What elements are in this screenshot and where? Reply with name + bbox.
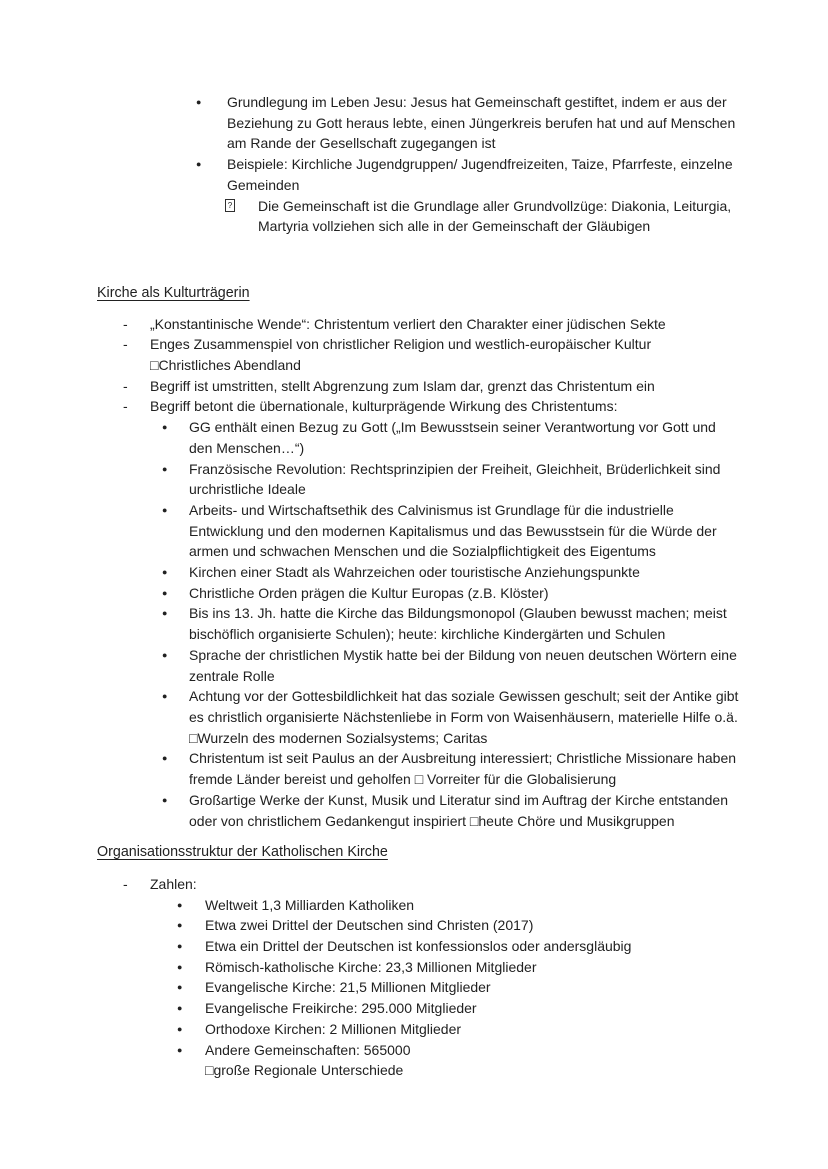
bullet-icon: ● (177, 1003, 183, 1014)
section-heading-organisation: Organisationsstruktur der Katholischen Kirche (97, 844, 388, 861)
list-item (0, 603, 828, 644)
dash-icon: - (123, 315, 128, 332)
list-item (0, 874, 828, 895)
list-item (0, 977, 828, 998)
section-heading-culture: Kirche als Kulturträgerin (97, 284, 250, 301)
list-item-text: Sprache der christlichen Mystik hatte bei der Bildung von neuen deutschen Wörtern eine zentrale Rolle (189, 646, 737, 684)
dash-icon: - (123, 377, 128, 394)
list-item (0, 196, 828, 237)
list-item (0, 334, 828, 375)
list-item-text: Französische Revolution: Rechtsprinzipien der Freiheit, Gleichheit, Brüderlichkeit sind urchristliche Ideale (189, 460, 721, 498)
bullet-icon: ● (162, 691, 168, 702)
bullet-icon: ● (177, 961, 183, 972)
bullet-icon: ● (177, 1044, 183, 1055)
list-item (0, 748, 828, 789)
list-item (0, 92, 828, 154)
list-item-text: Begriff ist umstritten, stellt Abgrenzung zum Islam dar, grenzt das Christentum ein (150, 377, 655, 394)
list-item (0, 936, 828, 957)
list-item (0, 998, 828, 1019)
missing-glyph-icon: ? (225, 199, 235, 212)
list-item-text: Orthodoxe Kirchen: 2 Millionen Mitglieder (205, 1020, 462, 1037)
list-item (0, 396, 828, 417)
list-item (0, 314, 828, 335)
list-item-text: „Konstantinische Wende“: Christentum verliert den Charakter einer jüdischen Sekte (150, 315, 666, 332)
list-item (0, 500, 828, 562)
list-item-text: Etwa ein Drittel der Deutschen ist konfessionslos oder andersgläubig (205, 938, 632, 955)
list-item-text: Etwa zwei Drittel der Deutschen sind Christen (2017) (205, 917, 534, 934)
bullet-icon: ● (177, 982, 183, 993)
list-item-text: Evangelische Kirche: 21,5 Millionen Mitglieder (205, 979, 491, 996)
list-item (0, 562, 828, 583)
list-item-text: Achtung vor der Gottesbildlichkeit hat das soziale Gewissen geschult; seit der Antike gibt es christlich organisierte Nächstenliebe in Form von Waisenhäusern, materielle Hilfe o.ä. □Wurzeln des modernen Sozialsystems; Caritas (189, 688, 739, 746)
bullet-icon: ● (162, 587, 168, 598)
list-item-text: Großartige Werke der Kunst, Musik und Literatur sind im Auftrag der Kirche entstanden oder von christlichem Gedankengut inspiriert □heute Chöre und Musikgruppen (189, 791, 728, 829)
list-item (0, 957, 828, 978)
dash-icon: - (123, 875, 128, 892)
sub-note-text: Die Gemeinschaft ist die Grundlage aller Grundvollzüge: Diakonia, Leiturgia, Martyria vollziehen sich alle in der Gemeinschaft der Gläubigen (258, 197, 732, 235)
list-item-text (150, 334, 740, 375)
list-item (0, 154, 828, 195)
bullet-icon: ● (162, 422, 168, 433)
list-item-text: Römisch-katholische Kirche: 23,3 Millionen Mitglieder (205, 958, 537, 975)
bullet-icon: ● (162, 753, 168, 764)
bullet-icon: ● (162, 504, 168, 515)
list-item-line: Andere Gemeinschaften: 565000 (205, 1041, 411, 1058)
list-item-text: Weltweit 1,3 Milliarden Katholiken (205, 896, 415, 913)
bullet-icon: ● (162, 649, 168, 660)
bullet-icon: ● (162, 608, 168, 619)
list-item (0, 1040, 828, 1081)
missing-glyph-icon-wrap (225, 196, 258, 213)
bullet-icon: ● (196, 159, 202, 170)
list-item-text (205, 1040, 742, 1081)
dash-icon: - (123, 398, 128, 415)
bullet-icon: ● (162, 567, 168, 578)
list-item (0, 376, 828, 397)
list-item (0, 895, 828, 916)
list-item-line: Enges Zusammenspiel von christlicher Religion und westlich-europäischer Kultur (150, 336, 652, 353)
list-item (0, 583, 828, 604)
list-item-text: Bis ins 13. Jh. hatte die Kirche das Bildungsmonopol (Glauben bewusst machen; meist bischöflich organisierte Schulen); heute: kirchliche Kindergärten und Schulen (189, 605, 727, 643)
list-item-text: Christliche Orden prägen die Kultur Europas (z.B. Klöster) (189, 584, 549, 601)
list-item-text: GG enthält einen Bezug zu Gott („Im Bewusstsein seiner Verantwortung vor Gott und den Menschen…“) (189, 419, 716, 456)
bullet-icon: ● (177, 920, 183, 931)
list-item (0, 915, 828, 936)
bullet-icon: ● (177, 1023, 183, 1034)
list-item (0, 417, 828, 458)
list-item (0, 790, 828, 831)
bullet-icon: ● (196, 97, 202, 107)
dash-icon: - (123, 336, 128, 353)
bullet-icon: ● (162, 794, 168, 805)
list-item-text: Kirchen einer Stadt als Wahrzeichen oder touristische Anziehungspunkte (189, 564, 640, 581)
list-item-text: Begriff betont die übernationale, kulturprägende Wirkung des Christentums: (150, 398, 618, 415)
list-item-text: Christentum ist seit Paulus an der Ausbreitung interessiert; Christliche Missionare haben fremde Länder bereist und geholfen □ Vorreiter für die Globalisierung (189, 750, 737, 788)
list-item (0, 459, 828, 500)
list-item-text: Evangelische Freikirche: 295.000 Mitglieder (205, 1000, 477, 1017)
list-item (0, 645, 828, 686)
list-item-text: Zahlen: (150, 875, 197, 892)
list-item-text: Grundlegung im Leben Jesu: Jesus hat Gemeinschaft gestiftet, indem er aus der Beziehung zu Gott heraus lebte, einen Jüngerkreis berufen hat und auf Menschen am Rande der Gesellschaft zugegangen ist (227, 94, 736, 152)
list-item-text: Beispiele: Kirchliche Jugendgruppen/ Jugendfreizeiten, Taize, Pfarrfeste, einzelne Gemeinden (227, 156, 733, 193)
bullet-icon: ● (177, 941, 183, 952)
bullet-icon: ● (162, 463, 168, 474)
list-item-line: □große Regionale Unterschiede (205, 1062, 404, 1079)
bullet-icon: ● (177, 899, 183, 910)
list-item (0, 1019, 828, 1040)
list-item (0, 686, 828, 748)
list-item-text: Arbeits- und Wirtschaftsethik des Calvinismus ist Grundlage für die industrielle Entwicklung und den modernen Kapitalismus und das Bewusstsein für die Würde der armen und schwachen Menschen und die Sozialpflichtigkeit des Eigentums (189, 501, 717, 560)
list-item-line: □Christliches Abendland (150, 357, 301, 374)
